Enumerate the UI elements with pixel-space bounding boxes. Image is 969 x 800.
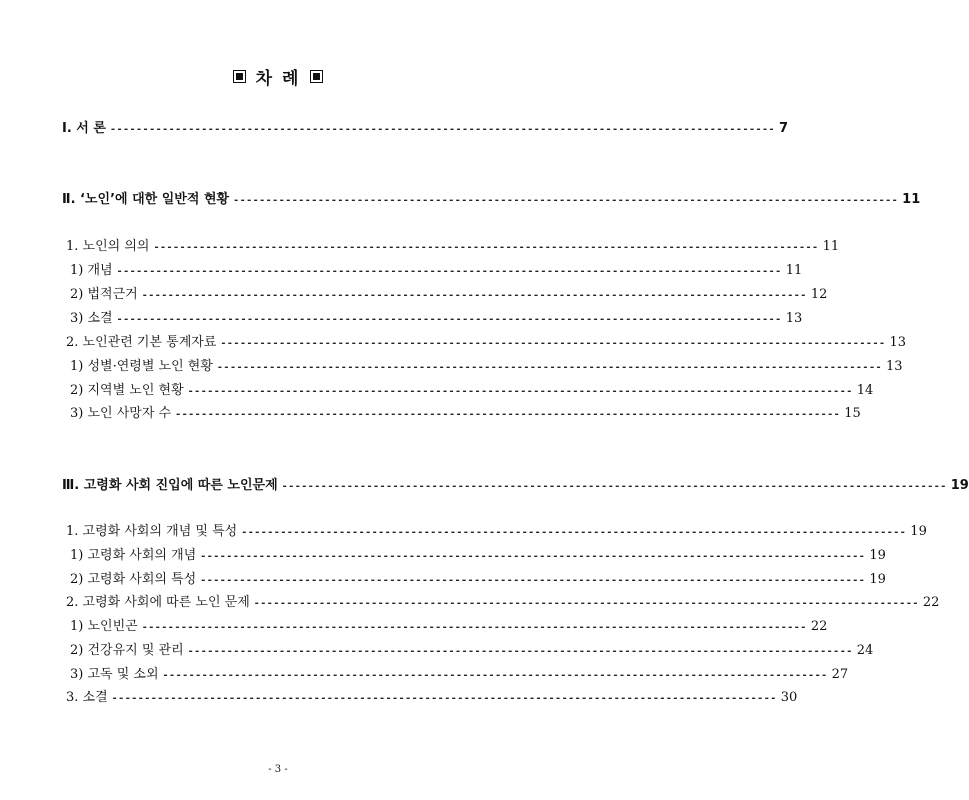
toc-label: 2) 지역별 노인 현황 xyxy=(70,383,184,398)
toc-page-number: 12 xyxy=(810,287,828,302)
dot-leader: ------------------------------------------------------------------------------------------------------ xyxy=(216,362,882,373)
toc-label: 2) 고령화 사회의 특성 xyxy=(70,572,197,587)
toc-label: 1) 개념 xyxy=(70,263,113,278)
toc-label: 3) 고독 및 소외 xyxy=(70,667,159,682)
page-number-footer: - 3 - xyxy=(268,764,288,775)
toc-subsection[interactable] xyxy=(70,286,828,304)
dot-leader: ------------------------------------------------------------------------------------------------------ xyxy=(187,386,853,397)
toc-subsection[interactable] xyxy=(70,571,886,589)
toc-label: Ⅰ. 서 론 xyxy=(62,121,106,136)
toc-section[interactable] xyxy=(66,238,840,256)
toc-page-number: 22 xyxy=(922,595,940,610)
dot-leader: ------------------------------------------------------------------------------------------------------ xyxy=(109,124,776,135)
toc-page-number: 13 xyxy=(886,359,903,374)
toc-page-number: 11 xyxy=(785,263,803,278)
toc-page-number: 11 xyxy=(822,239,840,254)
toc-page-number: 19 xyxy=(950,478,969,493)
toc-section[interactable] xyxy=(66,689,798,707)
toc-subsection[interactable] xyxy=(70,382,874,400)
toc-page-number: 22 xyxy=(810,619,828,634)
toc-label: 2. 고령화 사회에 따른 노인 문제 xyxy=(66,595,250,610)
dot-leader: ------------------------------------------------------------------------------------------------------ xyxy=(141,622,807,633)
toc-label: 1) 노인빈곤 xyxy=(70,619,138,634)
toc-label: 1) 고령화 사회의 개념 xyxy=(70,548,197,563)
dot-leader: ------------------------------------------------------------------------------------------------------ xyxy=(241,527,907,538)
toc-label: 3) 소결 xyxy=(70,311,113,326)
dot-leader: ------------------------------------------------------------------------------------------------------ xyxy=(116,266,782,277)
dot-leader: ------------------------------------------------------------------------------------------------------ xyxy=(220,338,886,349)
toc-section[interactable] xyxy=(66,334,907,352)
toc-subsection[interactable] xyxy=(70,666,849,684)
square-bullet-icon xyxy=(310,70,323,83)
toc-page-number: 30 xyxy=(780,690,798,705)
toc-chapter[interactable] xyxy=(62,120,789,138)
toc-label: Ⅲ. 고령화 사회 진입에 따른 노인문제 xyxy=(62,478,278,493)
toc-page-number: 13 xyxy=(785,311,803,326)
toc-label: 1) 성별·연령별 노인 현황 xyxy=(70,359,213,374)
dot-leader: ------------------------------------------------------------------------------------------------------ xyxy=(153,242,819,253)
toc-label: 2. 노인관련 기본 통계자료 xyxy=(66,335,217,350)
toc-subsection[interactable] xyxy=(70,642,874,660)
dot-leader: ------------------------------------------------------------------------------------------------------ xyxy=(175,409,841,420)
dot-leader: ------------------------------------------------------------------------------------------------------ xyxy=(200,551,866,562)
dot-leader: ------------------------------------------------------------------------------------------------------ xyxy=(141,290,807,301)
toc-label: 1. 노인의 의의 xyxy=(66,239,150,254)
toc-subsection[interactable] xyxy=(70,310,803,328)
toc-page-number: 15 xyxy=(844,406,861,421)
toc-label: Ⅱ. ‘노인’에 대한 일반적 현황 xyxy=(62,192,230,207)
toc-section[interactable] xyxy=(66,594,940,612)
toc-chapter[interactable] xyxy=(62,477,969,495)
toc-page-number: 19 xyxy=(910,524,927,539)
toc-label: 3) 노인 사망자 수 xyxy=(70,406,172,421)
toc-subsection[interactable] xyxy=(70,618,828,636)
dot-leader: ------------------------------------------------------------------------------------------------------ xyxy=(187,646,853,657)
toc-page-number: 13 xyxy=(889,335,907,350)
toc-page-number: 7 xyxy=(779,121,789,136)
dot-leader: ------------------------------------------------------------------------------------------------------ xyxy=(281,481,947,492)
toc-page-number: 24 xyxy=(856,643,874,658)
dot-leader: ------------------------------------------------------------------------------------------------------ xyxy=(253,598,919,609)
toc-subsection[interactable] xyxy=(70,405,861,423)
dot-leader: ------------------------------------------------------------------------------------------------------ xyxy=(162,670,828,681)
toc-section[interactable] xyxy=(66,523,927,541)
toc-label: 2) 건강유지 및 관리 xyxy=(70,643,184,658)
toc-page-number: 19 xyxy=(869,548,886,563)
dot-leader: ------------------------------------------------------------------------------------------------------ xyxy=(233,195,899,206)
page-title xyxy=(0,64,556,89)
toc-subsection[interactable] xyxy=(70,358,903,376)
toc-page-number: 11 xyxy=(902,192,921,207)
dot-leader: ------------------------------------------------------------------------------------------------------ xyxy=(200,575,866,586)
toc-subsection[interactable] xyxy=(70,262,803,280)
toc-page-number: 27 xyxy=(831,667,849,682)
dot-leader: ------------------------------------------------------------------------------------------------------ xyxy=(116,314,782,325)
toc-page-number: 14 xyxy=(856,383,874,398)
toc-page-number: 19 xyxy=(869,572,886,587)
dot-leader: ------------------------------------------------------------------------------------------------------ xyxy=(111,693,777,704)
title-text: 차 례 xyxy=(255,69,301,89)
toc-chapter[interactable] xyxy=(62,191,921,209)
toc-label: 1. 고령화 사회의 개념 및 특성 xyxy=(66,524,238,539)
square-bullet-icon xyxy=(233,70,246,83)
toc-label: 3. 소결 xyxy=(66,690,108,705)
toc-label: 2) 법적근거 xyxy=(70,287,138,302)
toc-subsection[interactable] xyxy=(70,547,886,565)
